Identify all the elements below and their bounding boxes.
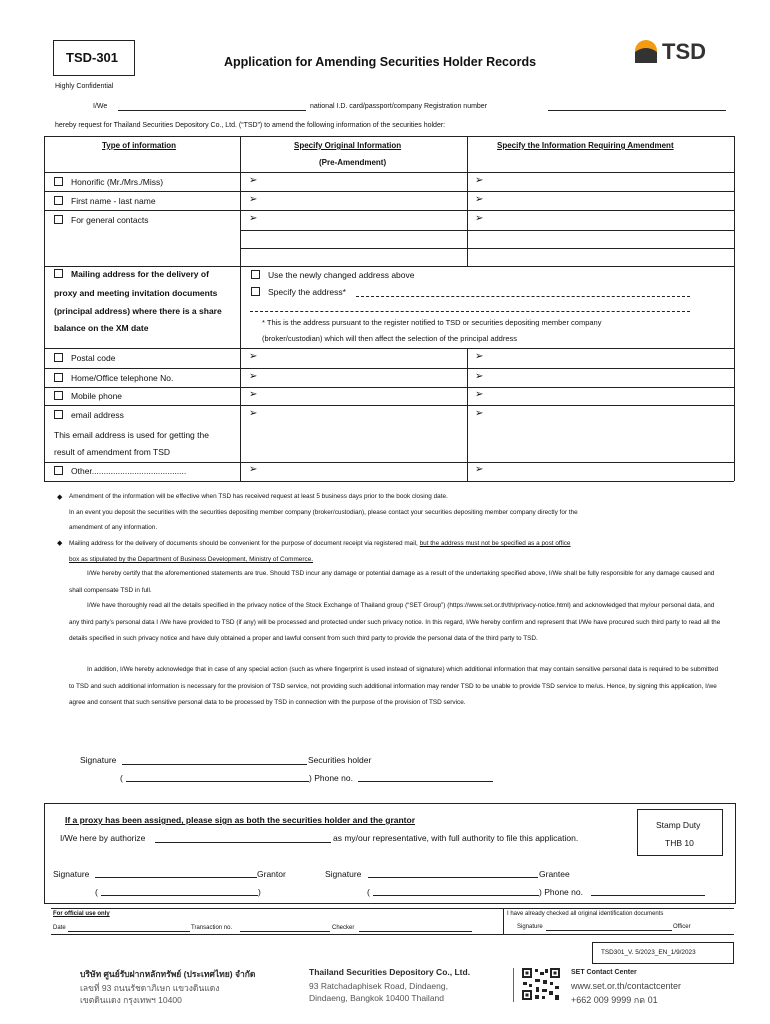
grantor-label: Grantor xyxy=(257,869,286,879)
name-open-paren: ( xyxy=(120,773,123,783)
checkbox-name[interactable] xyxy=(54,196,63,205)
note-1b: In an event you deposit the securities with the securities depositing member company (broker/custodian), please contact your securities depositing member company directly for the xyxy=(69,509,578,516)
note-1a: Amendment of the information will be effective when TSD has received request at least 5 business days prior to the book closing date. xyxy=(69,493,448,500)
email-note-1: This email address is used for getting the xyxy=(54,430,209,440)
official-divider xyxy=(503,908,504,934)
checkbox-email[interactable] xyxy=(54,410,63,419)
grantee-phone-line[interactable] xyxy=(591,895,705,896)
page-title: Application for Amending Securities Holder Records xyxy=(224,55,537,69)
id-label: national I.D. card/passport/company Registration number xyxy=(310,103,488,110)
checkbox-specify-address[interactable] xyxy=(251,287,260,296)
official-checked-text: I have already checked all original identification documents xyxy=(507,911,664,917)
grantor-close-paren: ) xyxy=(258,887,261,897)
note-2b: box as stipulated by the Department of Business Development, Ministry of Commerce. xyxy=(69,556,314,563)
checkbox-phone[interactable] xyxy=(54,373,63,382)
col-original-sub: (Pre-Amendment) xyxy=(319,158,387,167)
grantor-name-line[interactable] xyxy=(101,895,258,896)
arrow-icon: ➢ xyxy=(249,194,258,205)
stamp-duty-label: Stamp Duty xyxy=(656,820,701,830)
row-mobile[interactable]: Mobile phone xyxy=(54,391,122,401)
row-email[interactable]: email address xyxy=(54,410,124,420)
printed-name-line[interactable] xyxy=(126,781,309,782)
tsd-logo-icon xyxy=(634,39,658,63)
official-top-border xyxy=(51,908,734,909)
proxy-heading: If a proxy has been assigned, please sign as both the securities holder and the grantor xyxy=(65,815,416,825)
signature-line[interactable] xyxy=(122,764,307,765)
checkbox-postal[interactable] xyxy=(54,353,63,362)
checkbox-general[interactable] xyxy=(54,215,63,224)
arrow-icon: ➢ xyxy=(475,464,484,475)
tsd-logo xyxy=(634,39,734,65)
arrow-icon: ➢ xyxy=(475,389,484,400)
grantee-name-line[interactable] xyxy=(373,895,539,896)
checkbox-honorific[interactable] xyxy=(54,177,63,186)
row-postal[interactable]: Postal code xyxy=(54,353,115,363)
row-other[interactable]: Other........................................ xyxy=(54,466,186,476)
grantor-signature-label: Signature xyxy=(53,869,90,879)
official-officer-label: Officer xyxy=(673,924,691,930)
note-1c: amendment of any information. xyxy=(69,524,158,531)
representative-text: as my/our representative, with full authority to file this application. xyxy=(333,833,579,843)
authorize-label: I/We here by authorize xyxy=(60,833,146,843)
note-2a: Mailing address for the delivery of documents should be convenient for the purpose of document receipt via registered mail, but the address must not be specified as a post office xyxy=(69,540,571,547)
footer-th-addr-1: เลขที่ 93 ถนนรัชดาภิเษก แขวงดินแดง xyxy=(80,983,220,993)
checkbox-mobile[interactable] xyxy=(54,391,63,400)
specify-address-line-2[interactable] xyxy=(250,311,690,312)
arrow-icon: ➢ xyxy=(249,371,258,382)
official-signature-label: Signature xyxy=(517,924,543,930)
phone-label: ) Phone no. xyxy=(309,773,353,783)
grantor-open-paren: ( xyxy=(95,887,98,897)
mailing-option-new[interactable]: Use the newly changed address above xyxy=(251,270,414,280)
checkbox-mailing[interactable] xyxy=(54,269,63,278)
qr-code-icon xyxy=(521,967,561,1001)
grantee-signature-line[interactable] xyxy=(368,877,538,878)
stamp-duty-amount: THB 10 xyxy=(665,838,694,848)
official-checker-label: Checker xyxy=(332,925,355,931)
sensitive-data-paragraph: In addition, I/We hereby acknowledge that in case of any special action (such as where fingerprint is used instead of signature) which additional information that may contain sensitive personal data is required to be submitted to TSD and such additional information is necessary for the provision of TSD service, not providing such additional information may render TSD to be unable to provide TSD service to me/us. Hence, by signing this application, I/we agree and consent that such sensitive personal data to be processed by TSD in connection with the purpose of the provision of TSD service. xyxy=(69,666,719,706)
certify-paragraph: I/We hereby certify that the aforementioned statements are true. Should TSD incur any damage or potential damage as a result of the undertaking specified above, I/We shall be fully responsible for any damage caused and shall compensate TSD in full. xyxy=(69,570,715,594)
arrow-icon: ➢ xyxy=(475,351,484,362)
bullet-icon: ◆ xyxy=(57,540,63,547)
row-name[interactable]: First name - last name xyxy=(54,196,156,206)
iwe-label: I/We xyxy=(93,103,108,110)
footer-th-addr-2: เขตดินแดง กรุงเทพฯ 10400 xyxy=(80,995,182,1005)
arrow-icon: ➢ xyxy=(475,175,484,186)
official-txn-line[interactable] xyxy=(240,931,330,932)
footer-en-addr-1: 93 Ratchadaphisek Road, Dindaeng, xyxy=(309,981,448,991)
form-code: TSD-301 xyxy=(66,50,119,65)
grantee-open-paren: ( xyxy=(367,887,370,897)
footer-en-company: Thailand Securities Depository Co., Ltd. xyxy=(309,967,471,977)
official-bottom-border xyxy=(51,934,734,935)
footer-divider xyxy=(513,968,514,1002)
arrow-icon: ➢ xyxy=(475,194,484,205)
signature-label: Signature xyxy=(80,755,117,765)
version-text: TSD301_V. 5/2023_EN_1/9/2023 xyxy=(601,949,696,956)
mailing-option-specify[interactable]: Specify the address* xyxy=(251,287,346,297)
holder-label: Securities holder xyxy=(308,755,372,765)
authorize-line[interactable] xyxy=(155,842,331,843)
footer-contact-url[interactable]: www.set.or.th/contactcenter xyxy=(571,981,682,991)
arrow-icon: ➢ xyxy=(249,213,258,224)
mailing-label-3: (principal address) where there is a share xyxy=(54,306,222,316)
arrow-icon: ➢ xyxy=(249,351,258,362)
id-line[interactable] xyxy=(548,110,726,111)
official-heading: For official use only xyxy=(53,911,110,917)
official-txn-label: Transaction no. xyxy=(191,925,233,931)
privacy-paragraph: I/We have thoroughly read all the details specified in the privacy notice of the Stock Exchange of Thailand group (“SET Group”) (https://www.set.or.th/th/privacy-notice.html) and acknowledged that my/our personal data, and any third party’s personal data I /We have provided to TSD (if any) will be processed and protected under such privacy notice. In this regard, I/We hereby confirm and represent that I/We have procured such third party to read all the details specified in such privacy notice and have duly obtained a proper and lawful consent from such third party to provide the personal data of the third party to TSD. xyxy=(69,602,721,642)
footer-th-company: บริษัท ศูนย์รับฝากหลักทรัพย์ (ประเทศไทย) จำกัด xyxy=(80,969,256,979)
grantor-signature-line[interactable] xyxy=(95,877,257,878)
request-text: hereby request for Thailand Securities Depository Co., Ltd. (“TSD”) to amend the following information of the securities holder: xyxy=(55,122,446,129)
official-date-label: Date xyxy=(53,925,66,931)
footer-contact-phone: +662 009 9999 กด 01 xyxy=(571,995,658,1005)
grantee-phone-label: ) Phone no. xyxy=(539,887,583,897)
arrow-icon: ➢ xyxy=(475,408,484,419)
grantee-label: Grantee xyxy=(539,869,570,879)
col-type-header: Type of information xyxy=(102,141,177,150)
col-original-header: Specify Original Information xyxy=(294,141,402,150)
stamp-duty-box xyxy=(637,809,723,856)
specify-address-line[interactable] xyxy=(356,296,690,297)
name-line[interactable] xyxy=(118,110,306,111)
mailing-label-4: balance on the XM date xyxy=(54,323,149,333)
arrow-icon: ➢ xyxy=(475,371,484,382)
arrow-icon: ➢ xyxy=(475,213,484,224)
official-checker-line[interactable] xyxy=(359,931,472,932)
row-phone[interactable]: Home/Office telephone No. xyxy=(54,373,173,383)
tsd-logo-text: TSD xyxy=(662,39,706,64)
confidential-label: Highly Confidential xyxy=(55,83,114,90)
footer-en-addr-2: Dindaeng, Bangkok 10400 Thailand xyxy=(309,993,445,1003)
mailing-label-1: Mailing address for the delivery of xyxy=(54,269,209,279)
arrow-icon: ➢ xyxy=(249,408,258,419)
phone-line[interactable] xyxy=(358,781,493,782)
arrow-icon: ➢ xyxy=(249,464,258,475)
row-honorific[interactable]: Honorific (Mr./Mrs./Miss) xyxy=(54,177,163,187)
mailing-note-2: (broker/custodian) which will then affect the selection of the principal address xyxy=(262,334,517,343)
official-date-line[interactable] xyxy=(68,931,190,932)
bullet-icon: ◆ xyxy=(57,494,63,501)
mailing-note-1: * This is the address pursuant to the register notified to TSD or securities depositing member company xyxy=(262,318,602,327)
email-note-2: result of amendment from TSD xyxy=(54,447,171,457)
footer-contact-title: SET Contact Center xyxy=(571,969,637,976)
col-amend-header: Specify the Information Requiring Amendment xyxy=(497,141,674,150)
row-general-contacts[interactable]: For general contacts xyxy=(54,215,148,225)
grantee-signature-label: Signature xyxy=(325,869,362,879)
checkbox-new-address[interactable] xyxy=(251,270,260,279)
mailing-label-2: proxy and meeting invitation documents xyxy=(54,288,218,298)
arrow-icon: ➢ xyxy=(249,389,258,400)
arrow-icon: ➢ xyxy=(249,175,258,186)
checkbox-other[interactable] xyxy=(54,466,63,475)
official-signature-line[interactable] xyxy=(546,930,672,931)
